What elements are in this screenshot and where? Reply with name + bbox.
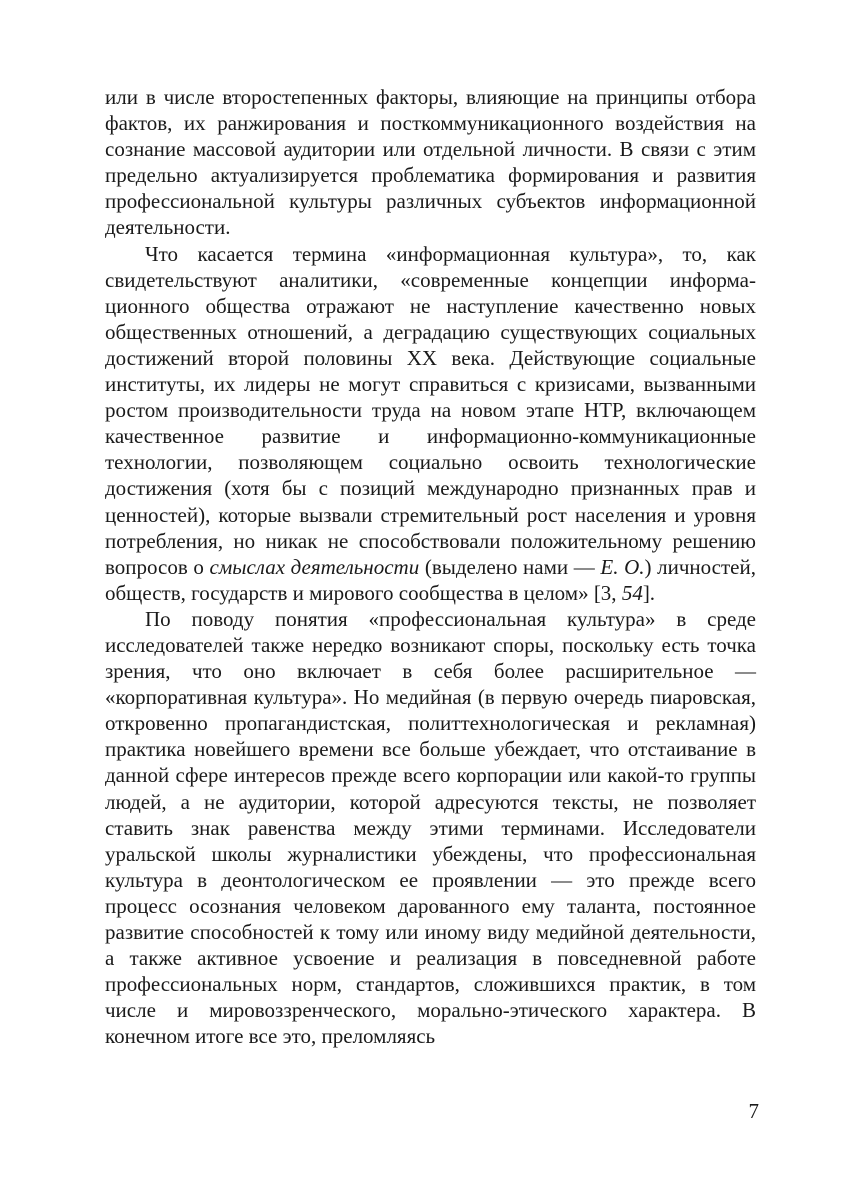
page-number: 7 [748,1099,759,1123]
text-segment: ]. [642,580,656,605]
paragraph-2 [105,241,756,606]
page-body [105,84,756,1049]
italic-emphasis: смыслах деятельности [209,554,420,579]
paragraph-1 [105,84,756,241]
text-segment: По поводу понятия «профессиональная культура» в среде исследователей также нередко возникают споры, поскольку есть точка зрения, что оно включает в себя более расширительное — «корпоративная культура». Но медийная (в первую очередь пиаровская, откровенно пропагандистская, политтехнологическая и рекламная) практика новейшего времени все больше убеждает, что отстаивание в данной сфере интересов прежде всего корпорации или какой-то группы людей, а не аудитории, которой адресуются тексты, не позволяет ставить знак равенства между этими терминами. Исследователи уральской школы журналистики убеждены, что профессиональная культура в деонтологическом ее проявлении — это прежде всего процесс осознания человеком дарованного ему таланта, постоянное развитие способностей к тому или иному виду медийной деятельности, а также активное усвоение и реализация в повседневной работе профессиональных норм, стандартов, сложившихся практик, в том числе и мировоззренческого, морально-этического характера. В конечном итоге все это, преломляясь [105,606,756,1049]
text-segment: ) личностей, обществ, государств и мирового сообщества в целом» [3, [105,554,756,605]
paragraph-3 [105,606,756,1050]
italic-page-ref: 54 [621,580,643,605]
text-segment: Что касается термина «информационная культура», то, как свидетельствуют аналитики, «современные концепции информационного общества отражают не наступление качественно новых общественных отношений, а деградацию существующих социальных достижений второй половины XX века. Действующие социальные институты, их лидеры не могут справиться с кризисами, вызванными ростом производительности труда на новом этапе НТР, включающем качественное развитие и информационно-коммуникационные технологии, позволяющем социально освоить технологические достижения (хотя бы с позиций международно признанных прав и ценностей), которые вызвали стремительный рост населения и уровня потребления, но никак не способствовали положительному решению вопросов о [105,241,756,579]
text-segment: (выделено нами — [419,554,601,579]
italic-initials: Е. О. [600,554,645,579]
text-segment: или в числе второстепенных факторы, влияющие на принципы отбора фактов, их ранжирования и посткоммуникационного воздействия на сознание массовой аудитории или отдельной личности. В связи с этим предельно актуализируется проблематика формирования и развития профессиональной культуры различных субъектов информационной деятельности. [105,85,756,240]
